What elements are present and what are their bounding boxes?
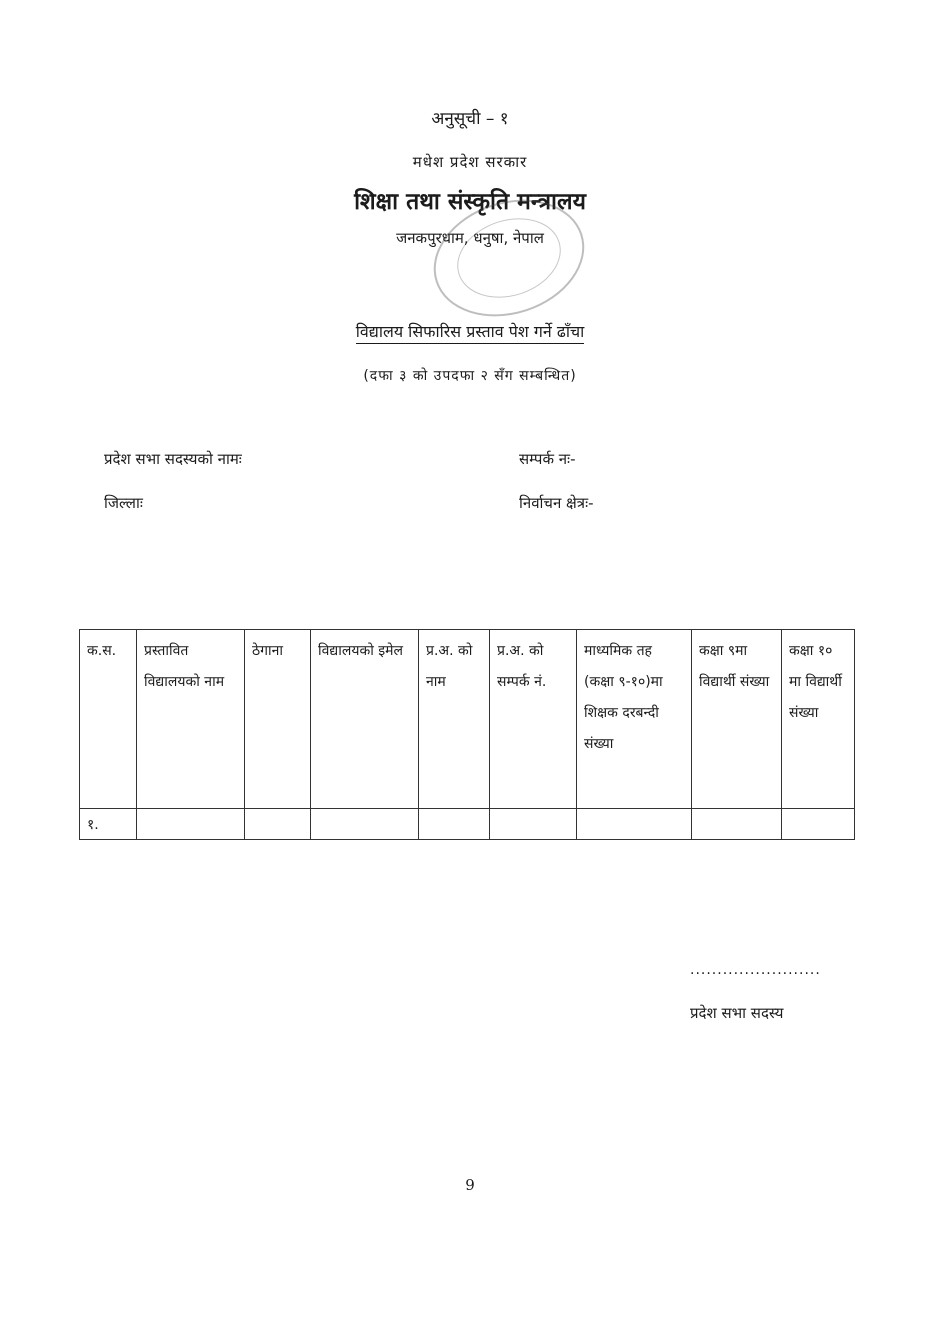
contact-label: सम्पर्क नः- <box>519 450 576 468</box>
table-row <box>80 809 855 840</box>
member-name-label: प्रदेश सभा सदस्यको नामः <box>104 450 242 468</box>
table-cell <box>137 809 245 840</box>
header-headteacher-contact: प्र.अ. को सम्पर्क नं. <box>490 630 577 809</box>
header-serial-number: क.स. <box>80 630 137 809</box>
table-cell <box>245 809 311 840</box>
table-cell <box>577 809 692 840</box>
header-proposed-school-name: प्रस्तावित विद्यालयको नाम <box>137 630 245 809</box>
header-school-email: विद्यालयको इमेल <box>311 630 419 809</box>
form-subtitle: (दफा ३ को उपदफा २ सँग सम्बन्धित) <box>363 368 577 384</box>
table-cell: १. <box>80 809 137 840</box>
district-label: जिल्लाः <box>104 494 143 512</box>
government-name: मधेश प्रदेश सरकार <box>412 153 528 171</box>
table-cell <box>311 809 419 840</box>
signer-title: प्रदेश सभा सदस्य <box>690 1004 784 1022</box>
official-stamp-inner-ring <box>447 205 571 310</box>
schedule-heading: अनुसूची – १ <box>431 109 509 129</box>
school-proposal-table <box>79 629 855 840</box>
header-secondary-teacher-posts: माध्यमिक तह (कक्षा ९-१०)मा शिक्षक दरबन्दी संख्या <box>577 630 692 809</box>
constituency-label: निर्वाचन क्षेत्रः- <box>519 494 594 512</box>
form-title-text: विद्यालय सिफारिस प्रस्ताव पेश गर्ने ढाँचा <box>356 322 585 344</box>
table-header-row <box>80 630 855 809</box>
table-cell <box>490 809 577 840</box>
ministry-name: शिक्षा तथा संस्कृति मन्त्रालय <box>354 189 586 215</box>
header-grade10-students: कक्षा १० मा विद्यार्थी संख्या <box>782 630 855 809</box>
ministry-address: जनकपुरधाम, धनुषा, नेपाल <box>396 229 544 247</box>
table-cell <box>419 809 490 840</box>
signature-line: ........................ <box>690 962 821 978</box>
header-headteacher-name: प्र.अ. को नाम <box>419 630 490 809</box>
form-title <box>0 320 940 342</box>
table-cell <box>782 809 855 840</box>
header-address: ठेगाना <box>245 630 311 809</box>
page-number: 9 <box>465 1176 475 1194</box>
header-grade9-students: कक्षा ९मा विद्यार्थी संख्या <box>692 630 782 809</box>
table-cell <box>692 809 782 840</box>
